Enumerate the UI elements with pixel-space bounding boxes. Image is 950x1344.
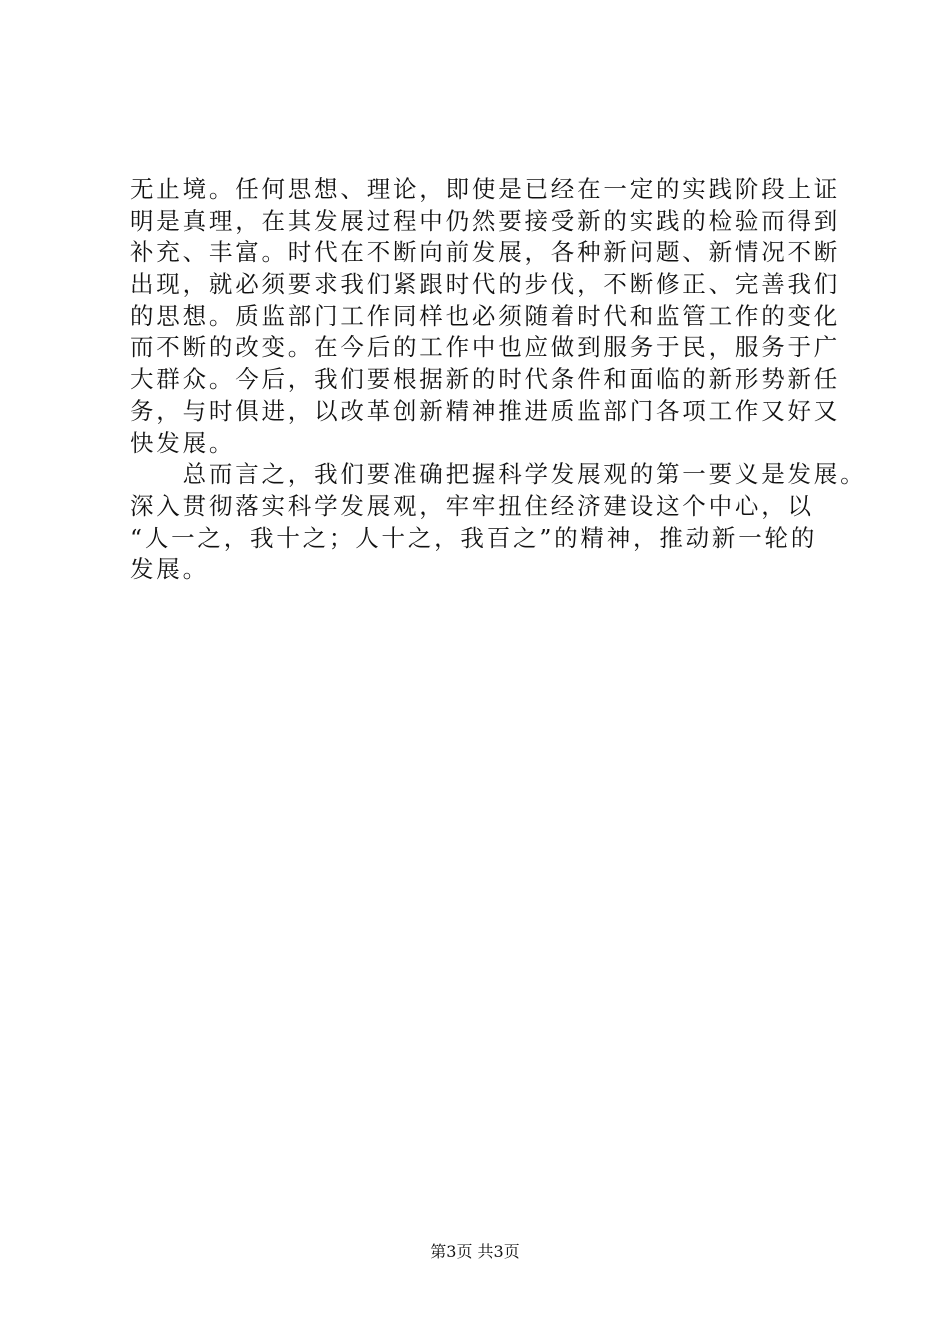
text-line: 的思想。质监部门工作同样也必须随着时代和监管工作的变化 xyxy=(130,301,841,330)
text-line: 发展。 xyxy=(130,555,209,584)
page-number-label: 第3页 共3页 xyxy=(430,1242,520,1261)
document-body xyxy=(130,174,867,586)
text-line: 明是真理，在其发展过程中仍然要接受新的实践的检验而得到 xyxy=(130,206,841,235)
text-line: 出现，就必须要求我们紧跟时代的步伐，不断修正、完善我们 xyxy=(130,270,841,299)
paragraph-1 xyxy=(130,174,841,459)
text-line: 大群众。今后，我们要根据新的时代条件和面临的新形势新任 xyxy=(130,365,841,394)
page-footer xyxy=(0,1242,950,1262)
text-line: “人一之，我十之；人十之，我百之”的精神，推动新一轮的 xyxy=(130,523,818,552)
text-line: 无止境。任何思想、理论，即使是已经在一定的实践阶段上证 xyxy=(130,175,841,203)
paragraph-2 xyxy=(130,459,867,586)
text-line: 补充、丰富。时代在不断向前发展，各种新问题、新情况不断 xyxy=(130,238,841,267)
text-line: 总而言之，我们要准确把握科学发展观的第一要义是发展。 xyxy=(130,460,867,489)
text-line: 而不断的改变。在今后的工作中也应做到服务于民，服务于广 xyxy=(130,333,841,362)
text-line: 快发展。 xyxy=(130,428,236,457)
text-line: 务，与时俱进，以改革创新精神推进质监部门各项工作又好又 xyxy=(130,396,841,425)
text-line: 深入贯彻落实科学发展观，牢牢扭住经济建设这个中心，以 xyxy=(130,491,814,520)
